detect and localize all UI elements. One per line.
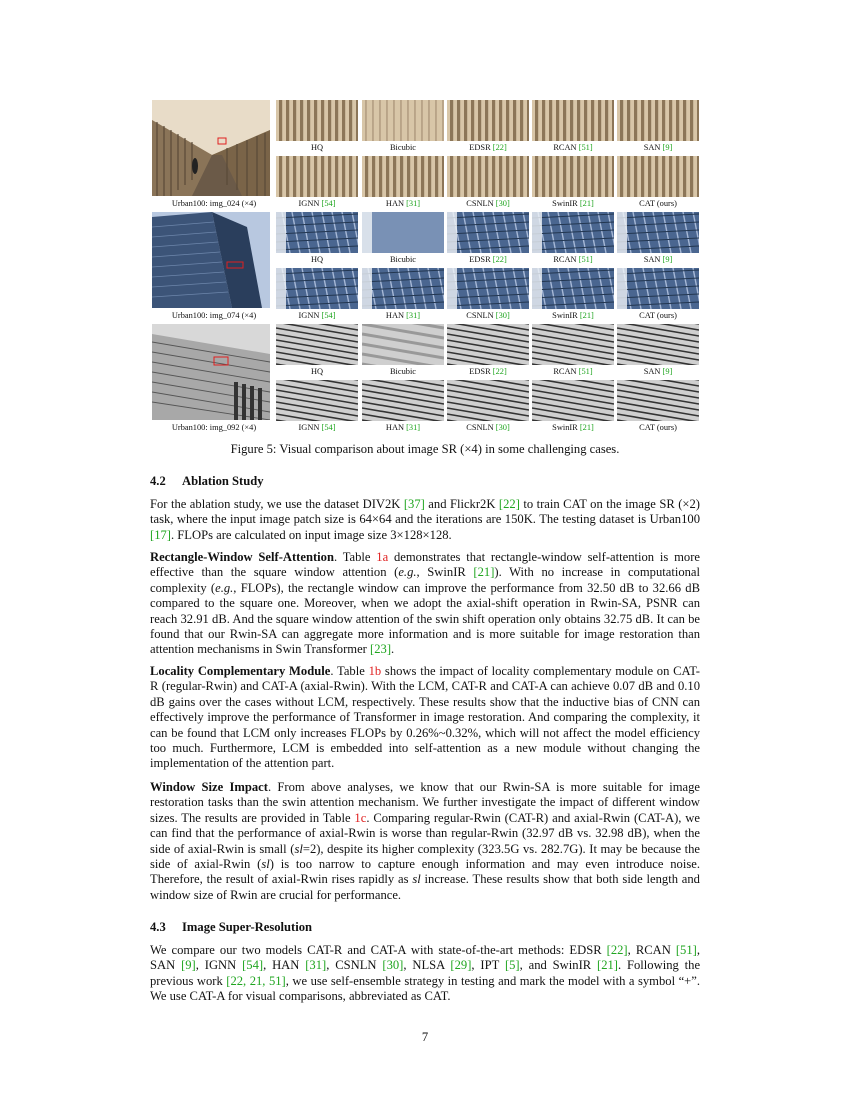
paragraph-title: Window Size Impact (150, 780, 268, 794)
text-run: . Comparing regular-Rwin (CAT-R) and axial-Rwin (CAT-A), we can find that the performance of axial-Rwin is worse than regular-Rwin (32.97 dB vs. 32.98 dB), when the side of axial-Rwin is small ( (150, 810, 700, 856)
citation-link[interactable]: [54] (321, 311, 336, 320)
main-caption: Urban100: img_092 (×4) (171, 423, 257, 432)
method-name: EDSR (469, 255, 493, 264)
citation-link[interactable]: [21] (597, 958, 618, 973)
text-run: and Flickr2K (424, 497, 499, 511)
method-name: CAT (ours) (639, 423, 677, 432)
page-number: 7 (421, 1030, 429, 1044)
citation-link[interactable]: [22, 21, 51] (226, 973, 286, 988)
table-ref-link[interactable]: 1a (376, 550, 389, 564)
patch-image (617, 268, 699, 309)
citation-link[interactable]: [5] (504, 958, 520, 973)
citation-link[interactable]: [54] (321, 423, 336, 432)
patch-caption (447, 143, 529, 152)
text-run: sl (412, 872, 421, 887)
citation-link[interactable]: [30] (495, 199, 510, 208)
text-run: . FLOPs are calculated on input image size 3×128×128. (170, 527, 452, 542)
citation-link[interactable]: [31] (305, 958, 327, 973)
patch-caption (447, 311, 529, 320)
text-run: . Table (330, 664, 369, 678)
citation-link[interactable]: [9] (181, 958, 196, 973)
citation-link[interactable]: [30] (382, 958, 404, 973)
patch-image (532, 212, 614, 253)
patch-caption (532, 143, 614, 152)
patch-image (617, 156, 699, 197)
patch-image (532, 380, 614, 421)
patch-caption (447, 255, 529, 264)
citation-link[interactable]: [29] (450, 958, 472, 973)
patch-image (447, 100, 529, 141)
section-number: 4.2 (150, 474, 166, 488)
text-run: e.g. (398, 565, 417, 580)
patch-caption (617, 423, 699, 432)
method-name: HQ (310, 367, 324, 376)
text-run: , SAN (150, 943, 700, 973)
citation-link[interactable]: [54] (242, 958, 264, 973)
patch-image (362, 212, 444, 253)
citation-link[interactable]: [54] (321, 199, 336, 208)
patch-caption (276, 255, 358, 264)
text-run: ) is too narrow to capture enough information and may even introduce noise. Therefore, the result of axial-Rwin rises rapidly as (150, 857, 700, 887)
paragraph-rectangle-window (150, 550, 700, 658)
method-name: RCAN (553, 367, 579, 376)
method-name: RCAN (553, 143, 579, 152)
patch-image (447, 212, 529, 253)
patch-image (617, 100, 699, 141)
patch-image (276, 380, 358, 421)
patch-caption (362, 255, 444, 264)
patch-image (447, 380, 529, 421)
patch-image (617, 212, 699, 253)
paragraph-sr-comparison (150, 943, 700, 1005)
patch-caption (362, 423, 444, 432)
method-name: CSNLN (466, 199, 496, 208)
patch-caption (532, 199, 614, 208)
citation-link[interactable]: [37] (403, 497, 425, 511)
text-run: . From above analyses, we know that our Rwin-SA is more suitable for image restoration tasks than the swin attention mechanism. We further investigate the impact of different window sizes. The results are provided in Table (150, 780, 700, 825)
patch-image (362, 380, 444, 421)
citation-link[interactable]: [51] (578, 143, 593, 152)
text-run: , SwinIR (416, 565, 474, 580)
patch-image (276, 156, 358, 197)
paragraph-window-size (150, 780, 700, 903)
main-image-img092 (152, 324, 270, 420)
text-run: sl (294, 841, 303, 856)
patch-caption (276, 143, 358, 152)
text-run: For the ablation study, we use the dataset DIV2K (150, 497, 404, 511)
text-run: shows the impact of locality complementary module on CAT-R (regular-Rwin) and CAT-A (axial-Rwin). With the LCM, CAT-R and CAT-A can achieve 0.07 dB and 0.10 dB gains over the cases without LCM, respectively. These results show that the inductive bias of CNN can effectively improve the performance of Transformer in image restoration. And comparing the complexity, it can be found that LCM only increases FLOPs by 0.26%~0.32%, which will not affect the model efficiency too much. Furthermore, LCM is embedded into self-attention as a new module without changing the implementation of the attention part. (150, 664, 700, 771)
patch-caption (362, 143, 444, 152)
patch-caption (532, 311, 614, 320)
main-image-img074 (152, 212, 270, 308)
citation-link[interactable]: [22] (498, 497, 520, 511)
citation-link[interactable]: [31] (406, 199, 421, 208)
citation-link[interactable]: [22] (606, 943, 628, 957)
patch-image (362, 324, 444, 365)
patch-caption (276, 367, 358, 376)
method-name: CSNLN (466, 311, 496, 320)
text-run: ). With no increase in computational complexity ( (150, 565, 701, 595)
patch-image (617, 380, 699, 421)
section-number: 4.3 (150, 920, 166, 934)
section-heading-ablation (150, 474, 264, 489)
patch-image (447, 268, 529, 309)
paragraph-title: Rectangle-Window Self-Attention (150, 550, 334, 564)
citation-link[interactable]: [22] (492, 367, 507, 376)
text-run: , IGNN (195, 958, 243, 973)
citation-link[interactable]: [30] (495, 311, 510, 320)
method-name: Bicubic (389, 255, 417, 264)
method-name: CAT (ours) (639, 311, 677, 320)
text-run: , IPT (471, 958, 505, 973)
patch-image (276, 100, 358, 141)
text-run: , and SwinIR (519, 958, 598, 973)
citation-link[interactable]: [9] (662, 367, 673, 376)
text-run: , we use self-ensemble strategy in testing and mark the model with a symbol “+”. We use CAT-A for visual comparisons, abbreviated as CAT. (150, 973, 701, 1004)
text-run: . Table (333, 550, 377, 564)
method-name: HAN (385, 199, 407, 208)
patch-caption (532, 423, 614, 432)
patch-caption (617, 199, 699, 208)
method-name: Bicubic (389, 367, 417, 376)
patch-image (532, 156, 614, 197)
method-name: SAN (643, 143, 663, 152)
method-name: HQ (310, 255, 324, 264)
text-run: =2), despite its higher complexity (323.5G vs. 282.7G). It may be because the side of axial-Rwin ( (150, 841, 701, 872)
patch-caption (447, 367, 529, 376)
patch-image (362, 100, 444, 141)
method-name: IGNN (298, 423, 322, 432)
citation-link[interactable]: [30] (495, 423, 510, 432)
citation-link[interactable]: [21] (579, 199, 594, 208)
main-caption: Urban100: img_024 (×4) (171, 199, 257, 208)
patch-caption (447, 199, 529, 208)
method-name: IGNN (298, 199, 322, 208)
text-run: . (391, 642, 395, 657)
section-title: Ablation Study (182, 474, 264, 488)
patch-image (276, 268, 358, 309)
table-ref-link[interactable]: 1b (368, 664, 382, 678)
citation-link[interactable]: [51] (675, 943, 697, 957)
patch-caption (532, 367, 614, 376)
patch-caption (276, 311, 358, 320)
method-name: Bicubic (389, 143, 417, 152)
patch-image (276, 324, 358, 365)
method-name: HQ (310, 143, 324, 152)
citation-link[interactable]: [21] (579, 423, 594, 432)
citation-link[interactable]: [21] (579, 311, 594, 320)
method-name: CSNLN (466, 423, 496, 432)
section-heading-sr (150, 920, 312, 935)
citation-link[interactable]: [9] (662, 255, 673, 264)
citation-link[interactable]: [22] (492, 143, 507, 152)
paragraph-title: Locality Complementary Module (150, 664, 331, 678)
method-name: SwinIR (552, 199, 580, 208)
patch-caption (276, 423, 358, 432)
patch-caption (532, 255, 614, 264)
method-name: SwinIR (552, 311, 580, 320)
text-run: , HAN (263, 958, 306, 973)
main-image-img024 (152, 100, 270, 196)
text-run: , NLSA (403, 958, 451, 973)
method-name: CAT (ours) (639, 199, 677, 208)
main-caption: Urban100: img_074 (×4) (171, 311, 257, 320)
patch-image (532, 324, 614, 365)
text-run: sl (261, 857, 270, 872)
method-name: SAN (643, 367, 663, 376)
citation-link[interactable]: [17] (150, 527, 171, 542)
patch-caption (362, 367, 444, 376)
patch-caption (617, 367, 699, 376)
method-name: HAN (385, 423, 407, 432)
method-name: IGNN (298, 311, 322, 320)
paragraph-ablation-setup (150, 497, 700, 543)
patch-image (362, 268, 444, 309)
text-run: , RCAN (627, 943, 676, 957)
method-name: SwinIR (552, 423, 580, 432)
figure-5 (152, 100, 698, 432)
citation-link[interactable]: [9] (662, 143, 673, 152)
method-name: EDSR (469, 143, 493, 152)
patch-caption (276, 199, 358, 208)
method-name: HAN (385, 311, 407, 320)
section-title: Image Super-Resolution (182, 920, 313, 934)
patch-caption (617, 143, 699, 152)
method-name: EDSR (469, 367, 493, 376)
paragraph-locality-module (150, 664, 700, 772)
method-name: SAN (643, 255, 663, 264)
patch-image (532, 268, 614, 309)
text-run: We compare our two models CAT-R and CAT-A with state-of-the-art methods: EDSR (150, 943, 607, 957)
text-run: , CSNLN (326, 958, 383, 973)
text-run: e.g. (215, 580, 234, 595)
patch-image (276, 212, 358, 253)
patch-image (447, 324, 529, 365)
text-run: increase. These results show that both side length and window size of Rwin are crucial for performance. (150, 872, 700, 902)
citation-link[interactable]: [51] (578, 367, 593, 376)
text-run: , FLOPs), the rectangle window can improve the performance from 32.50 dB to 32.66 dB compared to the square one. Moreover, when we adopt the axial-shift operation in Rwin-SA, PSNR can reach 32.91 dB. And the square window attention of the swin shift operation only obtains 32.75 dB. It can be found that our Rwin-SA can aggregate more information and is more suitable for image restoration than attention mechanisms in Swin Transformer (150, 580, 700, 657)
patch-image (362, 156, 444, 197)
citation-link[interactable]: [51] (578, 255, 593, 264)
citation-link[interactable]: [31] (406, 423, 421, 432)
method-name: RCAN (553, 255, 579, 264)
citation-link[interactable]: [22] (492, 255, 507, 264)
table-ref-link[interactable]: 1c (354, 810, 367, 825)
citation-link[interactable]: [23] (370, 642, 392, 657)
citation-link[interactable]: [31] (406, 311, 421, 320)
text-run: . Following the previous work (150, 958, 701, 988)
patch-caption (447, 423, 529, 432)
text-run: to train CAT on the image SR (×2) task, where the input image patch size is 64×64 and the iterations are 150K. The testing dataset is Urban100 (150, 497, 700, 527)
patch-caption (362, 311, 444, 320)
text-run: demonstrates that rectangle-window self-attention is more effective than the square window attention ( (150, 550, 700, 580)
citation-link[interactable]: [21] (473, 565, 495, 580)
patch-image (532, 100, 614, 141)
patch-caption (617, 255, 699, 264)
patch-caption (617, 311, 699, 320)
patch-caption (362, 199, 444, 208)
figure-caption: Figure 5: Visual comparison about image SR (×4) in some challenging cases. (230, 442, 620, 456)
patch-image (617, 324, 699, 365)
patch-image (447, 156, 529, 197)
